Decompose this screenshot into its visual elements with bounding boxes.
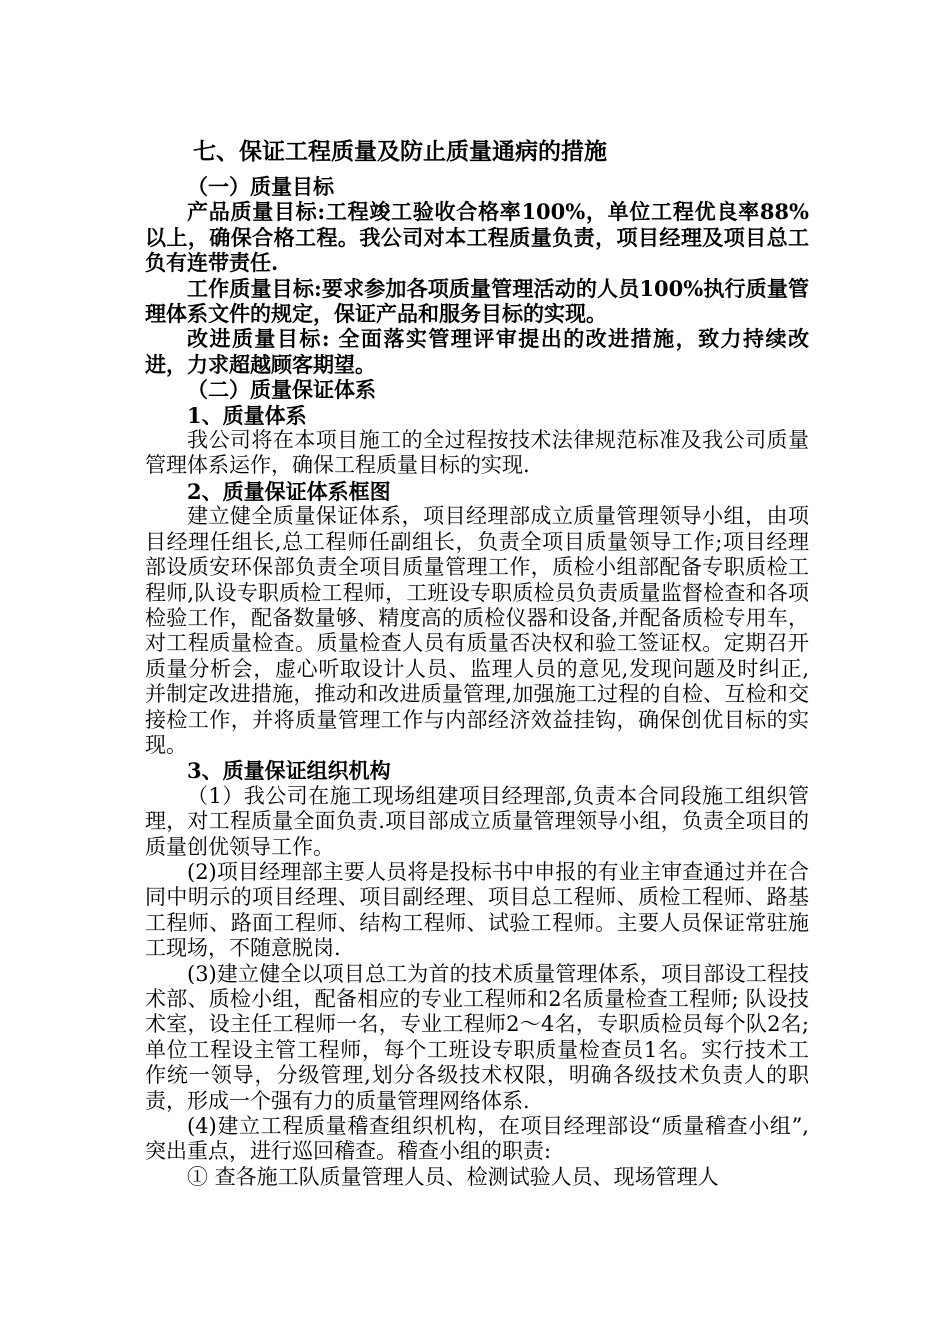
subheading-quality-framework: 2、质量保证体系框图: [187, 478, 391, 504]
subheading-quality-organization: 3、质量保证组织机构: [187, 758, 391, 784]
document-title: 七、保证工程质量及防止质量通病的措施: [193, 138, 607, 165]
paragraph-work-quality-goal: 工作质量目标:要求参加各项质量管理活动的人员100%执行质量管理体系文件的规定，保证产品和服务目标的实现。: [145, 275, 809, 327]
paragraph-improvement-quality-goal: 改进质量目标: 全面落实管理评审提出的改进措施，致力持续改进，力求超越顾客期望。: [145, 326, 809, 377]
list-item-organization-1: （1）我公司在施工现场组建项目经理部,负责本合同段施工组织管理，对工程质量全面负责.项目部成立质量管理领导小组，负责全项目的质量创优领导工作。: [145, 783, 809, 859]
list-item-inspection-duty-1: ① 查各施工队质量管理人员、检测试验人员、现场管理人: [187, 1164, 719, 1189]
list-item-organization-2: (2)项目经理部主要人员将是投标书中申报的有业主审查通过并在合同中明示的项目经理、项目副经理、项目总工程师、质检工程师、路基工程师、路面工程师、结构工程师、试验工程师。主要人员保证常驻施工现场，不随意脱岗.: [145, 859, 809, 961]
section-heading-quality-assurance: （二）质量保证体系: [187, 377, 376, 403]
document-page: [145, 136, 809, 1190]
paragraph-quality-system: 我公司将在本项目施工的全过程按技术法律规范标准及我公司质量管理体系运作，确保工程质量目标的实现.: [145, 428, 809, 478]
paragraph-product-quality-goal: 产品质量目标:工程竣工验收合格率100%，单位工程优良率88%以上，确保合格工程。我公司对本工程质量负责，项目经理及项目总工负有连带责任.: [145, 199, 809, 276]
subheading-quality-system: 1、质量体系: [187, 402, 307, 428]
list-item-organization-3: (3)建立健全以项目总工为首的技术质量管理体系，项目部设工程技术部、质检小组，配备相应的专业工程师和2名质量检查工程师; 队设技术室，设主任工程师一名，专业工程师2～4名，专职质检员每个队2名; 单位工程设主管工程师，每个工班设专职质量检查员1名。实行技术工作统一领导，分级管理,划分各级技术权限，明确各级技术负责人的职责，形成一个强有力的质量管理网络体系.: [145, 961, 809, 1113]
section-heading-quality-goals: （一）质量目标: [187, 174, 334, 199]
paragraph-quality-framework: 建立健全质量保证体系，项目经理部成立质量管理领导小组，由项目经理任组长,总工程师任副组长，负责全项目质量领导工作;项目经理部设质安环保部负责全项目质量管理工作，质检小组部配备专职质检工程师,队设专职质检工程师，工班设专职质检员负责质量监督检查和各项检验工作，配备数量够、精度高的质检仪器和设备,并配备质检专用车，对工程质量检查。质量检查人员有质量否决权和验工签证权。定期召开质量分析会，虚心听取设计人员、监理人员的意见,发现问题及时纠正,并制定改进措施，推动和改进质量管理,加强施工过程的自检、互检和交接检工作，并将质量管理工作与内部经济效益挂钩，确保创优目标的实现。: [145, 504, 809, 757]
list-item-organization-4: (4)建立工程质量稽查组织机构，在项目经理部设“质量稽查小组”,突出重点，进行巡回稽查。稽查小组的职责:: [145, 1114, 809, 1164]
